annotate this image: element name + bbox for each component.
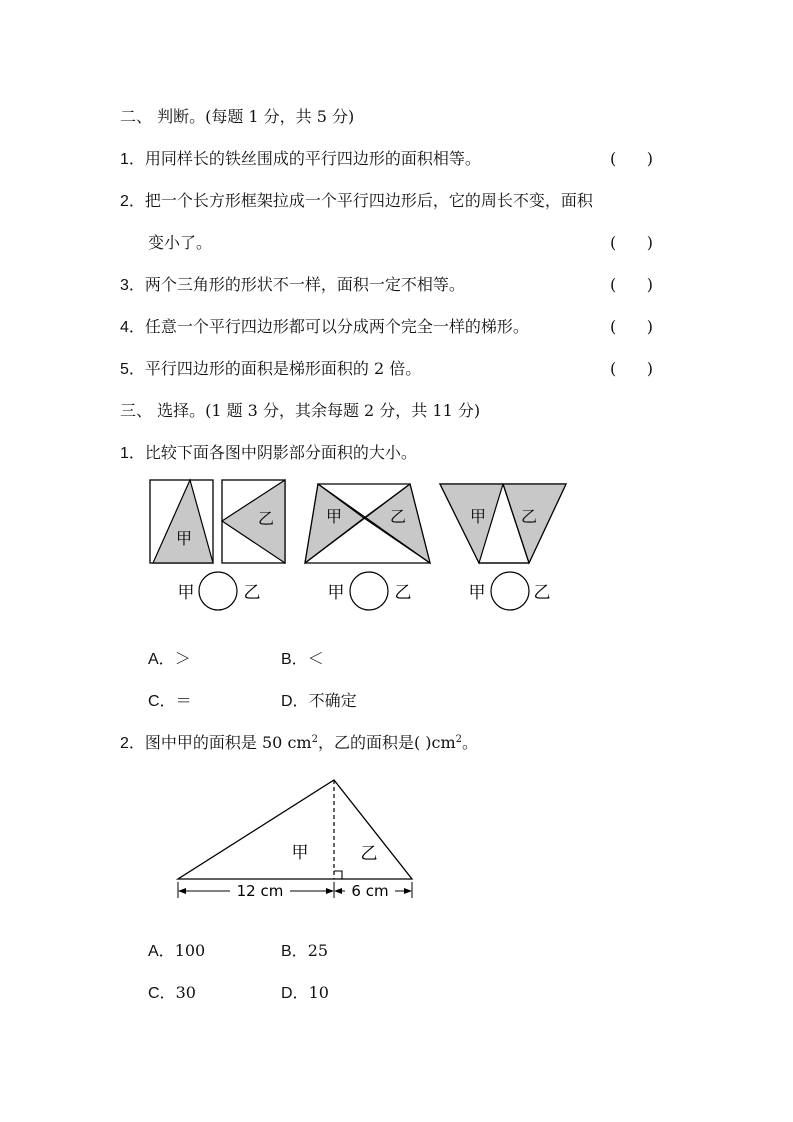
option-letter: B． — [281, 651, 308, 668]
option-text: ＝ — [175, 691, 192, 710]
label-jia: 甲 — [325, 507, 343, 526]
superscript: 2 — [455, 734, 463, 745]
item-number: 3． — [120, 277, 145, 294]
judge-item-2-cont: 变小了。 — [148, 233, 213, 252]
compare-3 — [469, 572, 551, 610]
q2-figure — [0, 760, 793, 910]
figure-1 — [150, 480, 285, 563]
label-jia: 甲 — [175, 529, 193, 548]
option-letter: A． — [148, 651, 175, 668]
option-a[interactable] — [148, 648, 191, 671]
option-letter: B． — [281, 943, 308, 960]
section-2-title: 二、 判断。(每题 1 分，共 5 分) — [120, 107, 355, 126]
option-text: ＜ — [307, 649, 324, 668]
option-letter: C． — [148, 985, 176, 1002]
item-number: 2． — [120, 193, 145, 210]
figure-3 — [440, 484, 566, 563]
item-number: 1． — [120, 445, 145, 462]
option-d[interactable] — [281, 982, 329, 1005]
option-text: 30 — [175, 983, 196, 1002]
item-number: 5． — [120, 361, 145, 378]
answer-paren-3[interactable]: ( ) — [610, 275, 653, 294]
q2-text-b: ，乙的面积是( )cm — [317, 733, 456, 752]
answer-paren-4[interactable]: ( ) — [610, 317, 653, 336]
option-c[interactable] — [148, 690, 192, 713]
item-number: 4． — [120, 319, 145, 336]
item-text: 比较下面各图中阴影部分面积的大小。 — [144, 443, 417, 462]
option-a[interactable] — [148, 940, 205, 963]
answer-paren-5[interactable]: ( ) — [610, 359, 653, 378]
left-length-label: 12 cm — [236, 882, 284, 900]
label-jia: 甲 — [291, 843, 309, 863]
label-yi: 乙 — [520, 507, 538, 526]
label-yi: 乙 — [533, 583, 551, 603]
option-b[interactable] — [281, 940, 328, 963]
option-b[interactable] — [281, 648, 324, 671]
option-text: ＞ — [174, 649, 191, 668]
answer-circle-1[interactable] — [199, 572, 237, 610]
label-jia: 甲 — [327, 583, 345, 603]
item-number: 2． — [120, 735, 145, 752]
option-d[interactable] — [281, 690, 357, 713]
label-jia: 甲 — [468, 583, 486, 603]
q2-text-c: 。 — [462, 733, 479, 752]
label-jia: 甲 — [469, 507, 487, 526]
label-yi: 乙 — [243, 583, 261, 603]
triangle — [178, 780, 412, 879]
superscript: 2 — [311, 734, 318, 745]
option-c[interactable] — [148, 982, 196, 1005]
item-text: 平行四边形的面积是梯形面积的 2 倍。 — [144, 359, 422, 378]
compare-1 — [178, 572, 261, 610]
item-number: 1． — [120, 151, 145, 168]
section-3-title: 三、 选择。(1 题 3 分，其余每题 2 分，共 11 分) — [120, 401, 481, 420]
choice-q2 — [120, 732, 478, 755]
label-yi: 乙 — [257, 509, 275, 528]
label-jia: 甲 — [177, 583, 195, 603]
option-text: 25 — [307, 941, 329, 960]
option-letter: D． — [281, 985, 309, 1002]
label-yi: 乙 — [389, 507, 407, 526]
option-text: 100 — [174, 941, 206, 960]
option-letter: C． — [148, 693, 176, 710]
item-text: 任意一个平行四边形都可以分成两个完全一样的梯形。 — [144, 317, 529, 336]
item-text: 用同样长的铁丝围成的平行四边形的面积相等。 — [144, 149, 481, 168]
option-text: 不确定 — [308, 691, 357, 710]
answer-paren-2[interactable]: ( ) — [610, 233, 653, 252]
answer-circle-2[interactable] — [350, 572, 388, 610]
compare-2 — [328, 572, 412, 610]
q2-text-a: 图中甲的面积是 50 cm — [144, 733, 312, 752]
item-text: 把一个长方形框架拉成一个平行四边形后，它的周长不变，面积 — [144, 191, 593, 210]
label-yi: 乙 — [360, 844, 378, 864]
figure-2 — [305, 484, 430, 563]
answer-circle-3[interactable] — [491, 572, 529, 610]
option-letter: D． — [281, 693, 309, 710]
answer-paren-1[interactable]: ( ) — [610, 149, 653, 168]
label-yi: 乙 — [394, 583, 412, 603]
option-letter: A． — [148, 943, 175, 960]
item-text: 两个三角形的形状不一样，面积一定不相等。 — [144, 275, 465, 294]
right-length-label: 6 cm — [351, 882, 389, 900]
option-text: 10 — [308, 983, 329, 1002]
